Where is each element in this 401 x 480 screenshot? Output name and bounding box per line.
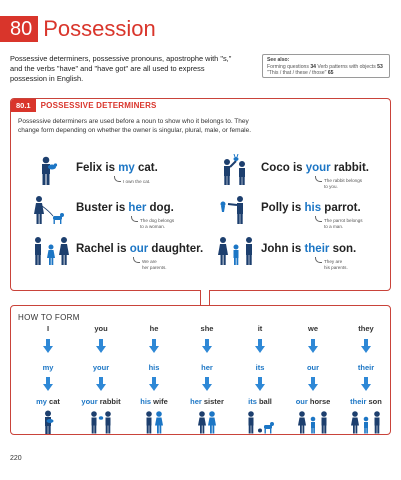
down-arrow-icon xyxy=(255,377,265,391)
example-phrase: my cat xyxy=(36,397,60,406)
down-arrow-icon xyxy=(202,377,212,391)
example-note: The dog belongs to a woman. xyxy=(140,218,175,229)
dog-with-ball-icon xyxy=(236,410,284,434)
down-arrow-icon xyxy=(43,377,53,391)
down-arrow-icon xyxy=(361,377,371,391)
section-header xyxy=(11,99,157,112)
example-note: The rabbit belongs to you. xyxy=(324,178,363,189)
example-note: We are her parents. xyxy=(142,259,167,270)
form-column xyxy=(183,306,231,436)
possessive-determiners-panel xyxy=(10,98,391,291)
down-arrow-icon xyxy=(149,339,159,353)
husband-and-wife-icon xyxy=(130,410,178,434)
see-also-label: See also: xyxy=(267,57,290,63)
possessive-determiner: your xyxy=(92,363,110,372)
possessive-determiner: my xyxy=(42,363,54,372)
parents-with-daughter-icon xyxy=(31,236,71,266)
section-title: POSSESSIVE DETERMINERS xyxy=(40,101,157,110)
example-sentence: Felix is my cat. xyxy=(76,162,158,174)
down-arrow-icon xyxy=(43,339,53,353)
form-column xyxy=(342,306,390,436)
down-arrow-icon xyxy=(149,377,159,391)
down-arrow-icon xyxy=(361,339,371,353)
example-phrase: his wife xyxy=(140,397,168,406)
subject-pronoun: I xyxy=(46,324,50,333)
owner-with-rabbit-icon xyxy=(220,154,250,186)
intro-text: Possessive determiners, possessive pronouns, apostrophe with "s," and the verbs "have" and "have got" are all used to express possession in English. xyxy=(10,54,232,83)
form-column xyxy=(24,306,72,436)
note-pointer xyxy=(114,176,121,182)
example-sentence: Rachel is our daughter. xyxy=(76,243,204,255)
subject-pronoun: they xyxy=(358,324,374,333)
example-sentence: Buster is her dog. xyxy=(76,202,174,214)
man-pointing-at-parrot-icon xyxy=(218,195,252,225)
unit-header xyxy=(10,16,156,42)
subject-pronoun: he xyxy=(149,324,159,333)
down-arrow-icon xyxy=(308,339,318,353)
panel-connector xyxy=(200,290,210,306)
example-sentence: John is their son. xyxy=(261,243,357,255)
form-column xyxy=(77,306,125,436)
possessive-determiner: its xyxy=(255,363,265,372)
subject-pronoun: she xyxy=(200,324,214,333)
example-sentence: Coco is your rabbit. xyxy=(261,162,369,174)
example-phrase: her sister xyxy=(190,397,224,406)
subject-pronoun: we xyxy=(307,324,318,333)
form-column xyxy=(236,306,284,436)
down-arrow-icon xyxy=(255,339,265,353)
example-note: They are his parents. xyxy=(324,259,348,270)
down-arrow-icon xyxy=(308,377,318,391)
section-number: 80.1 xyxy=(11,99,36,112)
note-pointer xyxy=(315,257,322,263)
owner-with-rabbit-icon xyxy=(77,410,125,434)
form-column xyxy=(130,306,178,436)
man-holding-cat-icon xyxy=(35,156,63,186)
section-description: Possessive determiners are used before a noun to show who it belongs to. They change form depending on whether the owner is singular, plural, male, or female. xyxy=(18,118,252,134)
form-column xyxy=(289,306,337,436)
example-phrase: your rabbit xyxy=(81,397,121,406)
how-to-form-title: HOW TO FORM xyxy=(18,313,80,322)
example-sentence: Polly is his parrot. xyxy=(261,202,361,214)
how-to-form-panel xyxy=(10,305,391,435)
subject-pronoun: it xyxy=(257,324,263,333)
example-note: I own the cat. xyxy=(123,179,151,184)
example-phrase: their son xyxy=(350,397,382,406)
possessive-determiner: our xyxy=(306,363,320,372)
parents-with-son-icon xyxy=(216,236,256,266)
example-phrase: our horse xyxy=(295,397,331,406)
note-pointer xyxy=(131,216,138,222)
possessive-determiner: her xyxy=(201,363,213,372)
woman-with-dog-icon xyxy=(31,195,67,225)
unit-title: Possession xyxy=(43,16,156,41)
see-also-box xyxy=(262,54,390,78)
example-note: The parrot belongs to a man. xyxy=(324,218,363,229)
note-pointer xyxy=(315,216,322,222)
down-arrow-icon xyxy=(202,339,212,353)
note-pointer xyxy=(315,176,322,182)
down-arrow-icon xyxy=(96,339,106,353)
subject-pronoun: you xyxy=(94,324,108,333)
unit-number: 80 xyxy=(0,16,38,42)
page-number: 220 xyxy=(10,455,22,462)
down-arrow-icon xyxy=(96,377,106,391)
family-icon xyxy=(289,410,337,434)
parents-with-son-icon xyxy=(342,410,390,434)
possessive-determiner: his xyxy=(148,363,160,372)
see-also-refs: Forming questions 34 Verb patterns with objects 53 "This / that / these / those" 65 xyxy=(267,63,383,76)
example-phrase: its ball xyxy=(248,397,272,406)
note-pointer xyxy=(133,257,140,263)
owner-with-cat-icon xyxy=(24,410,72,434)
sisters-icon xyxy=(183,410,231,434)
possessive-determiner: their xyxy=(357,363,375,372)
